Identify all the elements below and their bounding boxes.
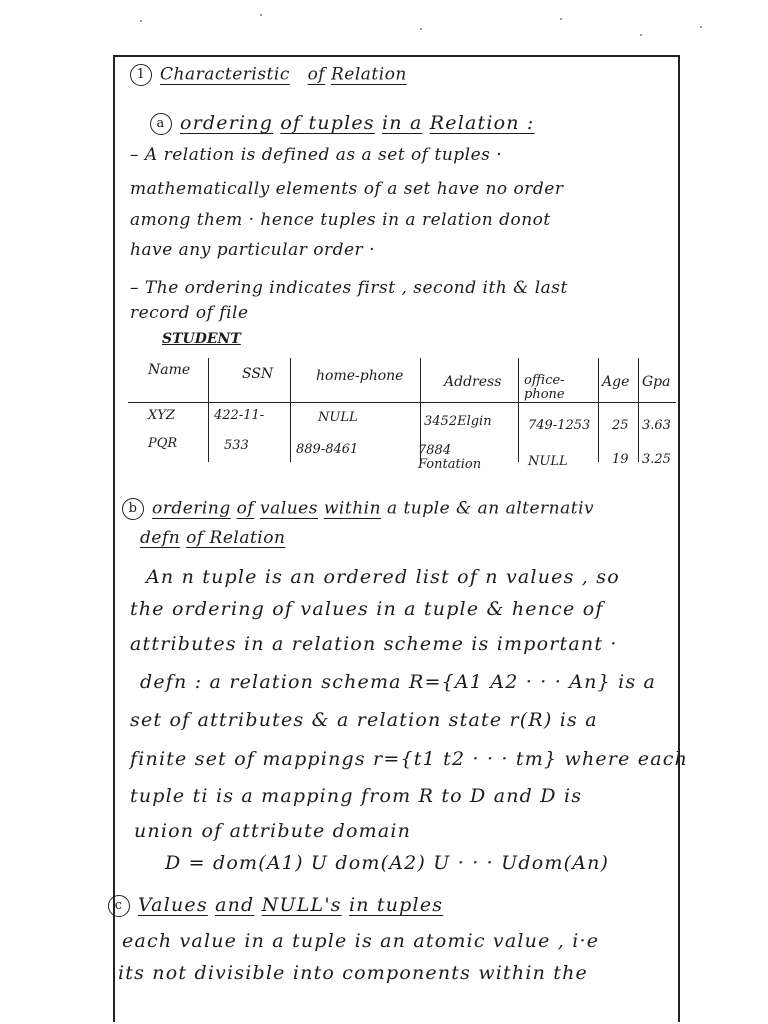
text-line: have any particular order · [130,240,375,260]
heading-in-a: in a [382,112,423,134]
table-header-cell: Age [602,374,630,390]
student-table [128,356,676,472]
scan-speck [140,20,142,22]
table-title: STUDENT [162,331,241,347]
table-cell: PQR [148,436,178,451]
section-b-heading [122,498,594,520]
table-cell: NULL [528,454,568,469]
section-a-heading [150,112,535,135]
table-header-rule [128,402,676,403]
section-number-circle: 1 [130,64,152,86]
scan-speck [700,26,702,28]
heading-of: of [236,498,255,519]
heading-ordering: ordering [180,112,274,134]
scan-speck [640,34,642,36]
table-cell: 533 [224,438,249,453]
table-divider [290,358,291,462]
heading-values: Values [138,894,208,916]
heading-nulls: NULL's [261,894,342,916]
heading-of-tuples: of tuples [280,112,375,134]
table-cell: 422-11- [214,408,265,423]
heading-characteristic: Characteristic [160,64,290,85]
text-line: defn : a relation schema R={A1 A2 · · · An} is a [140,671,657,693]
heading-values: values [260,498,318,519]
table-header-cell: Gpa [642,374,671,390]
section-1-heading [130,64,407,86]
table-divider [208,358,209,462]
text-line: finite set of mappings r={t1 t2 · · · tm} where each [130,748,689,770]
table-cell: 19 [612,452,629,467]
table-divider [638,358,639,462]
table-cell: NULL [318,410,358,425]
text-line: – A relation is defined as a set of tuples · [130,145,503,165]
table-cell: 7884 Fontation [418,443,482,472]
text-line: the ordering of values in a tuple & hence of [130,598,604,620]
table-cell: 3.25 [642,452,671,467]
table-header-cell: home-phone [316,368,404,384]
heading-and: and [215,894,255,916]
section-letter-circle: a [150,113,172,135]
scan-speck [560,18,562,20]
text-line: attributes in a relation scheme is important · [130,633,618,655]
text-line: union of attribute domain [134,820,412,842]
table-header-cell: Address [444,374,502,390]
text-line: each value in a tuple is an atomic value , i·e [122,930,600,952]
text-line: – The ordering indicates first , second ith & last [130,278,568,298]
section-letter-circle: c [108,895,130,917]
heading-relation: Relation : [429,112,535,134]
table-cell: 889-8461 [296,442,359,457]
text-line: its not divisible into components within the [118,962,589,984]
section-c-heading [108,894,443,917]
heading-of: of [307,64,326,85]
heading-defn: defn [140,528,181,548]
section-letter-circle: b [122,498,144,520]
heading-tuple-alternative: a tuple & an alternativ [386,498,595,519]
text-line: tuple ti is a mapping from R to D and D is [130,785,583,807]
table-header-cell: office-phone [524,373,565,402]
text-line: mathematically elements of a set have no order [130,179,564,199]
table-divider [518,358,519,462]
table-divider [598,358,599,462]
heading-within: within [323,498,382,519]
heading-in-tuples: in tuples [348,894,444,916]
scan-speck [260,14,262,16]
formula-line: D = dom(A1) U dom(A2) U · · · Udom(An) [165,852,610,874]
table-header-cell: Name [148,362,191,378]
text-line: record of file [130,303,249,323]
text-line: among them · hence tuples in a relation donot [130,210,551,230]
heading-ordering: ordering [152,498,231,519]
text-line: An n tuple is an ordered list of n values , so [146,566,620,588]
heading-of-relation: of Relation [186,528,286,548]
table-cell: 25 [612,418,629,433]
table-cell: XYZ [148,408,175,423]
text-line: set of attributes & a relation state r(R) is a [130,709,598,731]
table-cell: 3.63 [642,418,671,433]
section-b-heading-line2 [140,528,285,548]
table-cell: 749-1253 [528,418,591,433]
heading-relation: Relation [331,64,407,85]
scan-speck [420,28,422,30]
table-cell: 3452Elgin [424,414,492,429]
table-header-cell: SSN [242,366,274,382]
